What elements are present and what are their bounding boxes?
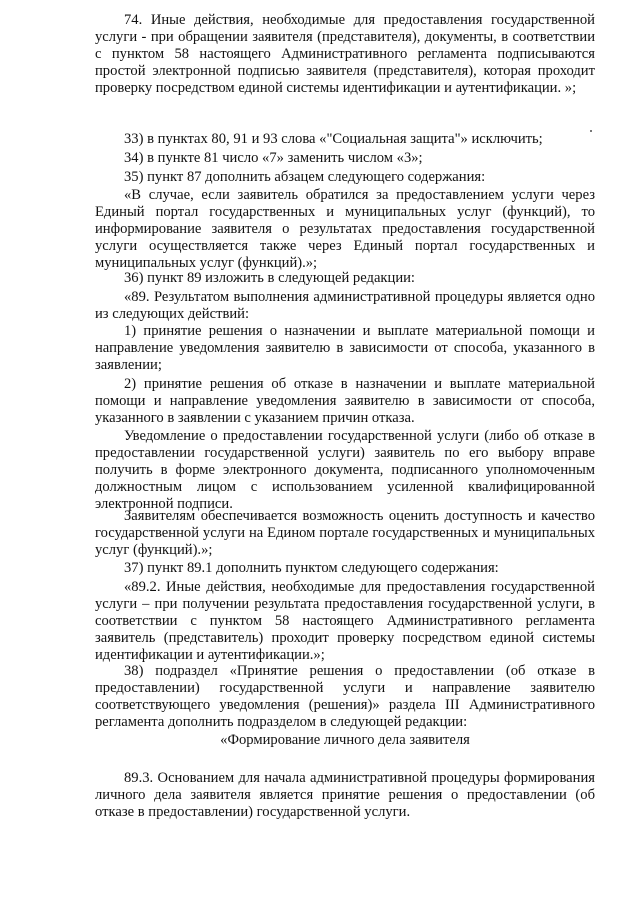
- paragraph-quality-assessment: Заявителям обеспечивается возможность оценить доступность и качество государственной услуги на Едином портале государственных и муниципальных услуг (функций).»;: [95, 508, 595, 558]
- paragraph-amendment-33: 33) в пунктах 80, 91 и 93 слова «"Социальная защита"» исключить;: [124, 131, 543, 147]
- paragraph-amendment-36: 36) пункт 89 изложить в следующей редакции:: [124, 270, 415, 286]
- paragraph-quote-single-portal: «В случае, если заявитель обратился за предоставлением услуги через Единый портал государственных и муниципальных услуг (функций), то информирование заявителя о результатах предоставления государственной услуги осуществляется также через Единый портал государственных и муниципальных услуг (функций).»;: [95, 187, 595, 271]
- subsection-heading: «Формирование личного дела заявителя: [220, 732, 470, 748]
- paragraph-item-89-3: 89.3. Основанием для начала административной процедуры формирования личного дела заявителя является принятие решения о предоставлении (об отказе в предоставлении) государственной услуги.: [95, 770, 595, 820]
- paragraph-notification: Уведомление о предоставлении государственной услуги (либо об отказе в предоставлении государственной услуги) заявитель по его выбору вправе получить в форме электронного документа, подписанного уполномоченным должностным лицом с использованием усиленной квалифицированной электронной подписи.: [95, 428, 595, 512]
- paragraph-item-89: «89. Результатом выполнения административной процедуры является одно из следующих действий:: [95, 289, 595, 322]
- paragraph-item-74: 74. Иные действия, необходимые для предоставления государственной услуги - при обращении заявителя (представителя), документы, в соответствии с пунктом 58 настоящего Административного регламента подписываются простой электронной подписью заявителя (представителя), которая проходит проверку посредством единой системы идентификации и аутентификации. »;: [95, 12, 595, 96]
- paragraph-item-89-2: «89.2. Иные действия, необходимые для предоставления государственной услуги – при получении результата предоставления государственной услуги, в соответствии с пунктом 58 настоящего Административного регламента заявитель (представитель) проходит проверку посредством единой системы идентификации и аутентификации.»;: [95, 579, 595, 663]
- paragraph-result-2: 2) принятие решения об отказе в назначении и выплате материальной помощи и направление уведомления заявителю в зависимости от способа, указанного в заявлении с указанием причин отказа.: [95, 376, 595, 426]
- paragraph-amendment-34: 34) в пункте 81 число «7» заменить числом «3»;: [124, 150, 423, 166]
- paragraph-amendment-35: 35) пункт 87 дополнить абзацем следующего содержания:: [124, 169, 486, 185]
- paragraph-amendment-38: 38) подраздел «Принятие решения о предоставлении (об отказе в предоставлении) государственной услуги и направление заявителю соответствующего уведомления (решения)» раздела III Административного регламента дополнить подразделом в следующей редакции:: [95, 663, 595, 730]
- paragraph-result-1: 1) принятие решения о назначении и выплате материальной помощи и направление уведомления заявителю в зависимости от способа, указанного в заявлении;: [95, 323, 595, 373]
- paragraph-amendment-37: 37) пункт 89.1 дополнить пунктом следующего содержания:: [124, 560, 499, 576]
